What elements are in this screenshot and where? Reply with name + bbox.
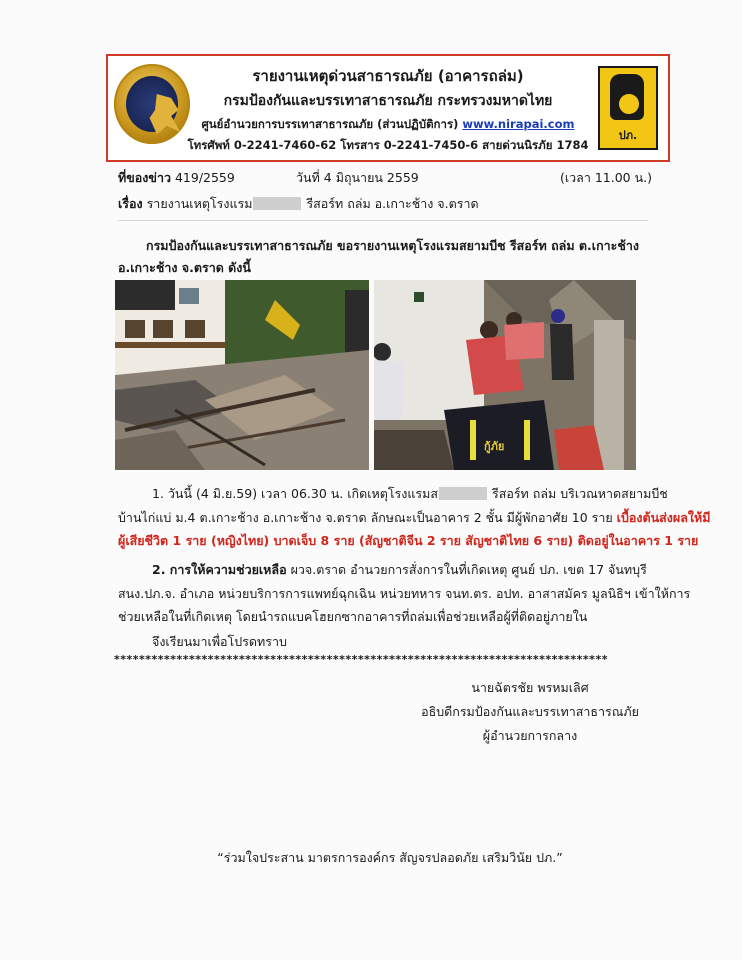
center-name: ศูนย์อำนวยการบรรเทาสาธารณภัย (ส่วนปฏิบัติการ) www.nirapai.com xyxy=(201,117,575,131)
casualty-summary: ผู้เสียชีวิต 1 ราย (หญิงไทย) บาดเจ็บ 8 ราย (สัญชาติจีน 2 ราย สัญชาติไทย 6 ราย) ติดอยู่ในอาคาร 1 ราย xyxy=(118,533,699,548)
signatory-title: อธิบดีกรมป้องกันและบรรเทาสาธารณภัย xyxy=(421,704,639,719)
contact-numbers: โทรศัพท์ 0-2241-7460-62 โทรสาร 0-2241-7450-6 สายด่วนนิรภัย 1784 xyxy=(187,138,589,152)
intro-line-1: กรมป้องกันและบรรเทาสาธารณภัย ขอรายงานเหตุโรงแรมสยามบีช รีสอร์ท ถล่ม ต.เกาะช้าง xyxy=(146,238,639,253)
website-link[interactable]: www.nirapai.com xyxy=(462,117,575,131)
report-date: วันที่ 4 มิถุนายน 2559 xyxy=(296,170,419,185)
para2-line-3: ช่วยเหลือในที่เกิดเหตุ โดยนำรถแบคโฮยกซากอาคารที่ถล่มเพื่อช่วยเหลือผู้ที่ติดอยู่ภายใน xyxy=(118,609,588,624)
signatory-name: นายฉัตรชัย พรหมเลิศ xyxy=(471,680,589,695)
reference-number: ที่ของข่าว 419/2559 xyxy=(118,170,235,185)
department-name: กรมป้องกันและบรรเทาสาธารณภัย กระทรวงมหาดไทย xyxy=(223,93,553,109)
slogan: “ร่วมใจประสาน มาตรการองค์กร สัญจรปลอดภัย เสริมวินัย ปภ.” xyxy=(217,850,563,865)
para1-line-1: 1. วันนี้ (4 มิ.ย.59) เวลา 06.30 น. เกิดเหตุโรงแรมส รีสอร์ท ถล่ม บริเวณหาดสยามบีช xyxy=(152,486,668,501)
divider xyxy=(118,220,648,221)
ddpm-logo-icon: ปภ. xyxy=(598,66,658,150)
report-time: (เวลา 11.00 น.) xyxy=(560,170,652,185)
vest-label: กู้ภัย xyxy=(484,440,505,453)
para2-line-1: 2. การให้ความช่วยเหลือ ผวจ.ตราด อำนวยการสั่งการในที่เกิดเหตุ ศูนย์ ปภ. เขต 17 จันทบุรี xyxy=(152,562,647,577)
signatory-role: ผู้อำนวยการกลาง xyxy=(482,728,578,743)
letterhead xyxy=(106,54,670,162)
rescue-photo-right xyxy=(374,280,636,470)
star-divider: ******************************************************************************* xyxy=(114,653,608,666)
para1-line-2: บ้านไก่แบ่ ม.4 ต.เกาะช้าง อ.เกาะช้าง จ.ตราด ลักษณะเป็นอาคาร 2 ชั้น มีผู้พักอาศัย 10 ราย เบื้องต้นส่งผลให้มี xyxy=(118,510,711,525)
collapse-photo-left xyxy=(115,280,369,470)
subject-line: เรื่อง รายงานเหตุโรงแรม รีสอร์ท ถล่ม อ.เกาะช้าง จ.ตราด xyxy=(118,196,479,211)
redacted-name xyxy=(439,487,487,500)
closing-line: จึงเรียนมาเพื่อโปรดทราบ xyxy=(152,634,287,649)
para2-line-2: สนง.ปภ.จ. อำเภอ หน่วยบริการการแพทย์ฉุกเฉิน หน่วยทหาร จนท.ตร. อปท. อาสาสมัคร มูลนิธิฯ เข้าให้การ xyxy=(118,586,691,601)
intro-line-2: อ.เกาะช้าง จ.ตราด ดังนี้ xyxy=(118,260,251,275)
redacted-name xyxy=(253,197,301,210)
report-title: รายงานเหตุด่วนสาธารณภัย (อาคารถล่ม) xyxy=(252,67,524,85)
